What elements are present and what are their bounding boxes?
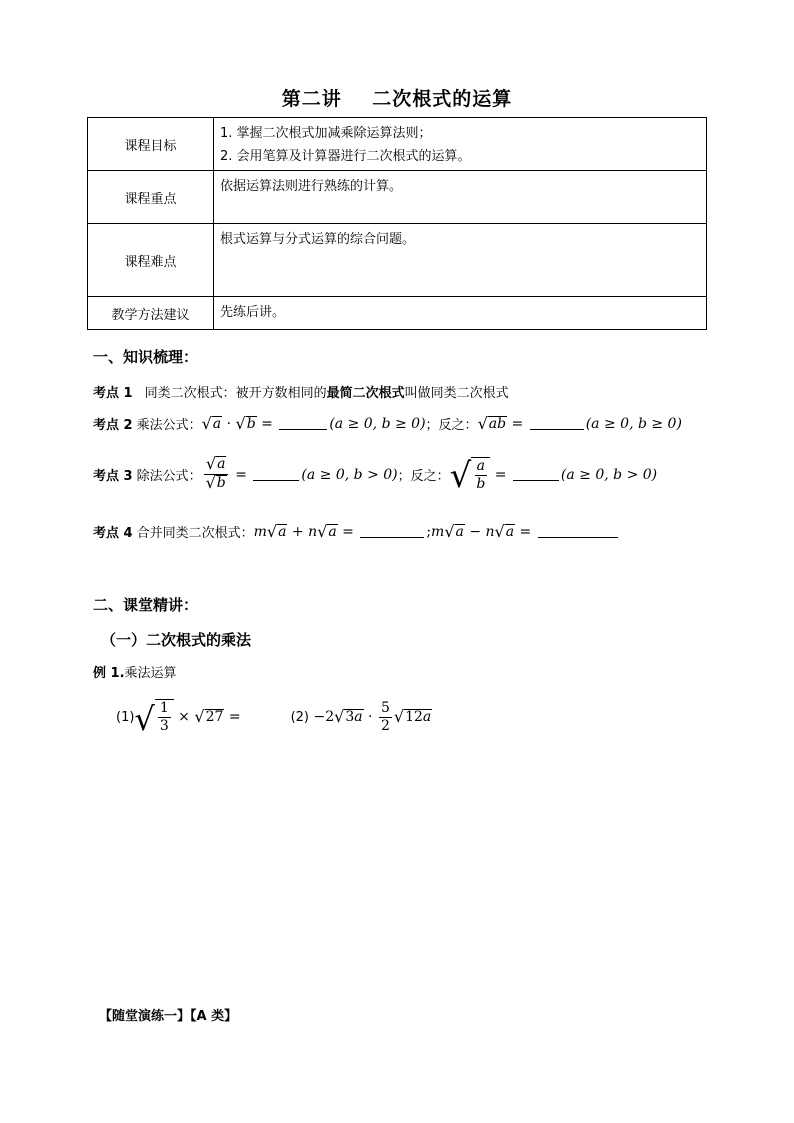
kd3-cond: (a ≥ 0, b > 0) <box>301 466 398 483</box>
row-label-method: 教学方法建议 <box>88 297 214 330</box>
row-value-goal <box>214 118 707 171</box>
sqrt-a-over-b: √ $\frac{a}{b}$ <box>450 457 491 493</box>
sqrt-a: √ a <box>201 413 222 433</box>
example-1-problems: (1) √ $\frac{1}{3}$ × √ 27 = (2) −2 √ 3a · $\frac{5}{2}$ √ 12a <box>116 699 432 738</box>
course-info-table <box>87 117 707 330</box>
goal-line-2: 2. 会用笔算及计算器进行二次根式的运算。 <box>220 149 471 164</box>
row-label-goal: 课程目标 <box>88 118 214 171</box>
answer-blank <box>253 468 299 481</box>
kd1-text-a: 同类二次根式：被开方数相同的 <box>144 386 327 401</box>
row-value-method: 先练后讲。 <box>214 297 707 330</box>
row-value-difficulty: 根式运算与分式运算的综合问题。 <box>214 224 707 297</box>
answer-blank <box>513 468 559 481</box>
answer-blank <box>360 525 424 538</box>
answer-blank <box>538 525 618 538</box>
kd2-tag: 考点 2 <box>93 418 133 433</box>
kd4-tag: 考点 4 <box>93 526 133 541</box>
kd3-label: 除法公式： <box>136 469 202 484</box>
kd3-sep: ；反之： <box>397 469 450 484</box>
kd1-text-b: 最简二次根式 <box>326 386 405 401</box>
example-text: 乘法运算 <box>124 666 177 681</box>
section-2-heading: 二、课堂精讲： <box>93 596 199 614</box>
knowledge-point-1 <box>93 382 509 401</box>
kd1-text-c: 叫做同类二次根式 <box>404 386 509 401</box>
section-1-heading: 一、知识梳理： <box>93 348 199 366</box>
kd2-cond: (a ≥ 0, b ≥ 0) <box>329 415 426 432</box>
example-1 <box>93 662 177 681</box>
sqrt-ab: √ ab <box>477 413 507 433</box>
fraction-sqrt-a-over-sqrt-b: √ a √ b <box>204 456 229 493</box>
kd2-label: 乘法公式： <box>136 418 202 433</box>
knowledge-point-3: 考点 3 除法公式： √ a √ b = (a ≥ 0, b > 0) ；反之： √ $\frac{a}{b}$ = (a ≥ 0, b > 0) <box>93 454 658 496</box>
kd2-cond2: (a ≥ 0, b ≥ 0) <box>585 415 682 432</box>
kd3-tag: 考点 3 <box>93 469 133 484</box>
answer-blank <box>279 417 327 430</box>
sqrt-b: √ b <box>235 413 256 433</box>
goal-line-1: 1. 掌握二次根式加减乘除运算法则； <box>220 126 432 141</box>
problem-2-number: (2) <box>290 709 310 725</box>
kd3-cond2: (a ≥ 0, b > 0) <box>560 466 658 483</box>
kd2-sep: ；反之： <box>425 418 478 433</box>
row-label-key: 课程重点 <box>88 171 214 224</box>
practice-label: 【随堂演练一】【A 类】 <box>99 1009 238 1024</box>
kd4-label: 合并同类二次根式： <box>136 526 254 541</box>
section-2-subheading: （一）二次根式的乘法 <box>101 631 252 649</box>
sqrt-one-third: √ $\frac{1}{3}$ <box>134 699 173 735</box>
row-label-difficulty: 课程难点 <box>88 224 214 297</box>
kd1-tag: 考点 1 <box>93 386 133 401</box>
answer-blank <box>530 417 584 430</box>
row-value-key: 依据运算法则进行熟练的计算。 <box>214 171 707 224</box>
knowledge-point-4: 考点 4 合并同类二次根式： m √ a + n √ a = ; m √ a − n √ a = <box>93 522 620 541</box>
page-title: 第二讲 二次根式的运算 <box>281 88 513 110</box>
knowledge-point-2: 考点 2 乘法公式： √ a · √ b = (a ≥ 0, b ≥ 0) ；反之： √ ab = (a ≥ 0, b ≥ 0) <box>93 413 682 433</box>
example-tag: 例 1. <box>93 666 125 681</box>
problem-1-number: (1) <box>116 709 135 725</box>
